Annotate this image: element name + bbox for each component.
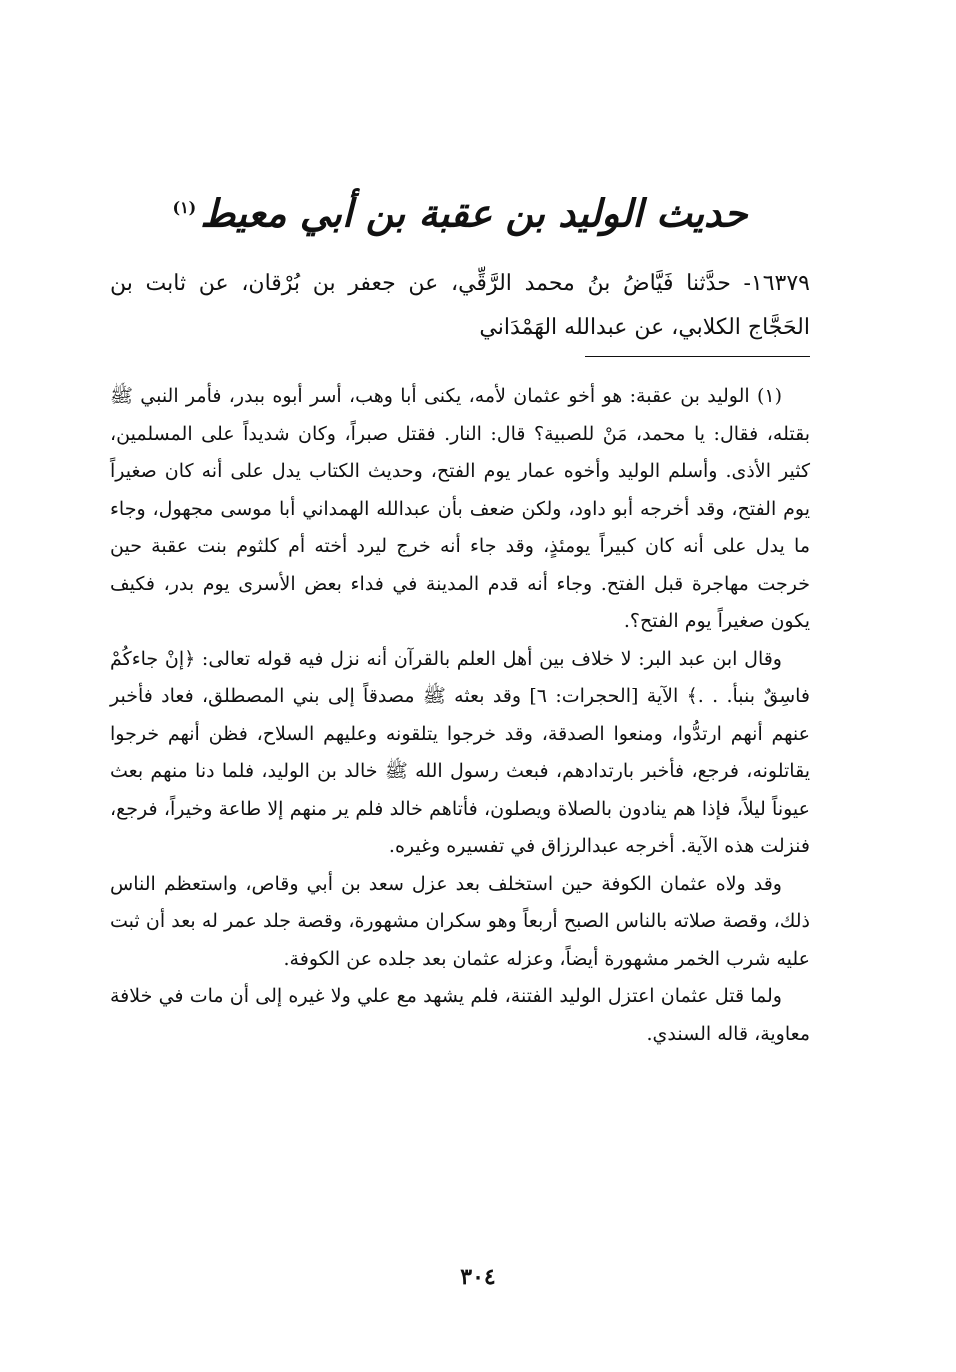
hadith-text: ١٦٣٧٩- حدَّثنا فَيَّاضُ بنُ محمد الرَّقِّي، عن جعفر بن بُرْقان، عن ثابت بن الحَجَّاج الكلابي، عن عبدالله الهَمْدَاني: [110, 271, 810, 340]
footnote-paragraph: (١) الوليد بن عقبة: هو أخو عثمان لأمه، يكنى أبا وهب، أسر أبوه ببدر، فأمر النبي ﷺ بقتله، فقال: يا محمد، مَنْ للصبية؟ قال: النار. فقتل صبراً، وكان شديداً على المسلمين، كثير الأذى. وأسلم الوليد وأخوه عمار يوم الفتح، وحديث الكتاب يدل على أنه كان صغيراً يوم الفتح، وقد أخرجه أبو داود، ولكن ضعف بأن عبدالله الهمداني أبا موسى مجهول، وجاء ما يدل على أنه كان كبيراً يومئذٍ، وقد جاء أنه خرج ليرد أخته أم كلثوم بنت عقبة حين خرجت مهاجرة قبل الفتح. وجاء أنه قدم المدينة في فداء بعض الأسرى يوم بدر، فكيف يكون صغيراً يوم الفتح؟.: [110, 385, 810, 632]
chapter-title: [110, 178, 810, 244]
page-number: ٣٠٤: [460, 1264, 496, 1290]
footnote-paragraph: ولما قتل عثمان اعتزل الوليد الفتنة، فلم يشهد مع علي ولا غيره إلى أن مات في خلافة معاوية، قاله السندي.: [110, 985, 810, 1045]
chapter-title-text: حديث الوليد بن عقبة بن أبي معيط: [200, 190, 748, 236]
title-footnote-marker: (١): [172, 198, 197, 217]
footnotes: [110, 378, 810, 1053]
footnote-divider: [585, 356, 810, 357]
footnote-paragraph: وقد ولاه عثمان الكوفة حين استخلف بعد عزل سعد بن أبي وقاص، واستعظم الناس ذلك، وقصة صلاته بالناس الصبح أربعاً وهو سكران مشهورة، وقصة جلد عمر له بعد أن ثبت عليه شرب الخمر مشهورة أيضاً، وعزله عثمان بعد جلده عن الكوفة.: [110, 872, 810, 970]
footnote-paragraph: وقال ابن عبد البر: لا خلاف بين أهل العلم بالقرآن أنه نزل فيه قوله تعالى: ﴿إنْ جاءكُمْ فاسِقٌ بنبأ. . .﴾ الآية [الحجرات: ٦] وقد بعثه ﷺ مصدقاً إلى بني المصطلق، فعاد فأخبر عنهم أنهم ارتدُّوا، ومنعوا الصدقة، وقد خرجوا يتلقونه وعليهم السلاح، فظن أنهم خرجوا يقاتلونه، فرجع، فأخبر بارتدادهم، فبعث رسول الله ﷺ خالد بن الوليد، فلما دنا منهم بعث عيوناً ليلاً، فإذا هم ينادون بالصلاة ويصلون، فأتاهم خالد فلم ير منهم إلا طاعة وخيراً، فرجع، فنزلت هذه الآية. أخرجه عبدالرزاق في تفسيره وغيره.: [110, 647, 810, 857]
